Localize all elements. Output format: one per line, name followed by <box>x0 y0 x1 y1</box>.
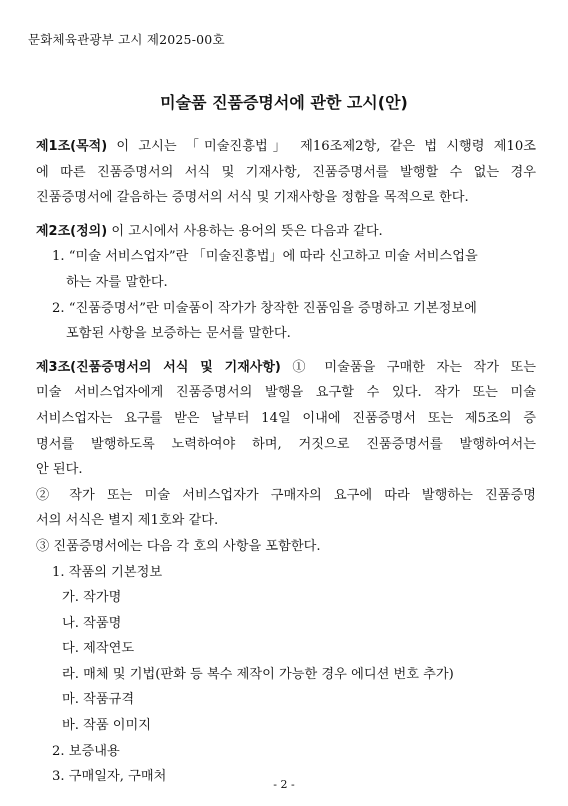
document-title: 미술품 진품증명서에 관한 고시(안) <box>160 93 408 112</box>
article2-item2-line2: 포함된 사항을 보증하는 문서를 말한다. <box>66 326 291 342</box>
article1-line2: 에 따른 진품증명서의 서식 및 기재사항, 진품증명서를 발행할 수 없는 경우 <box>36 164 536 180</box>
article3-line2: 미술 서비스업자에게 진품증명서의 발행을 요구할 수 있다. 작가 또는 미술 <box>36 385 536 401</box>
sub-item: 라. 매체 및 기법(판화 등 복수 제작이 가능한 경우 에디션 번호 추가) <box>62 666 454 682</box>
article3-line4: 명서를 발행하도록 노력하여야 하며, 거짓으로 진품증명서를 발행하여서는 <box>36 436 536 452</box>
article2-item1-line2: 하는 자를 말한다. <box>66 274 168 290</box>
article1-line3: 진품증명서에 갈음하는 증명서의 서식 및 기재사항을 정함을 목적으로 한다. <box>36 190 469 206</box>
sub-item: 바. 작품 이미지 <box>62 718 152 734</box>
article3-heading: 제3조(진품증명서의 서식 및 기재사항) <box>36 359 281 375</box>
article3-line3: 서비스업자는 요구를 받은 날부터 14일 이내에 진품증명서 또는 제5조의 증 <box>36 410 536 426</box>
list-item-basic-info: 1. 작품의 기본정보 <box>52 564 163 580</box>
article3-line1: 제3조(진품증명서의 서식 및 기재사항) ① 미술품을 구매한 자는 작가 또는 <box>36 359 536 375</box>
list-item-guarantee: 2. 보증내용 <box>52 743 120 759</box>
article1-heading: 제1조(목적) <box>36 139 108 154</box>
article2-intro: 제2조(정의) 이 고시에서 사용하는 용어의 뜻은 다음과 같다. <box>36 223 383 239</box>
sub-item: 나. 작품명 <box>62 615 122 631</box>
article1-line1: 제1조(목적) 이 고시는 「미술진흥법」 제16조제2항, 같은 법 시행령 제10조 <box>36 139 536 154</box>
document-body <box>36 134 536 790</box>
article2-item2-line1: 2. “진품증명서”란 미술품이 작가가 창작한 진품임을 증명하고 기본정보에 <box>52 300 477 316</box>
sub-item: 가. 작가명 <box>62 590 122 606</box>
article3-line5: 안 된다. <box>36 462 83 478</box>
article3-para3: ③ 진품증명서에는 다음 각 호의 사항을 포함한다. <box>36 538 321 554</box>
page-number: - 2 - <box>273 778 295 791</box>
article3-para2-line2: 서의 서식은 별지 제1호와 같다. <box>36 513 219 529</box>
notice-header: 문화체육관광부 고시 제2025-00호 <box>28 32 225 47</box>
article3-para2-line1: ② 작가 또는 미술 서비스업자가 구매자의 요구에 따라 발행하는 진품증명 <box>36 487 536 503</box>
article2-heading: 제2조(정의) <box>36 223 108 239</box>
article2-item1-line1: 1. “미술 서비스업자”란 「미술진흥법」에 따라 신고하고 미술 서비스업을 <box>52 249 478 265</box>
sub-item: 다. 제작연도 <box>62 641 135 657</box>
sub-item: 마. 작품규격 <box>62 692 135 708</box>
list-item-purchase: 3. 구매일자, 구매처 <box>52 769 167 785</box>
